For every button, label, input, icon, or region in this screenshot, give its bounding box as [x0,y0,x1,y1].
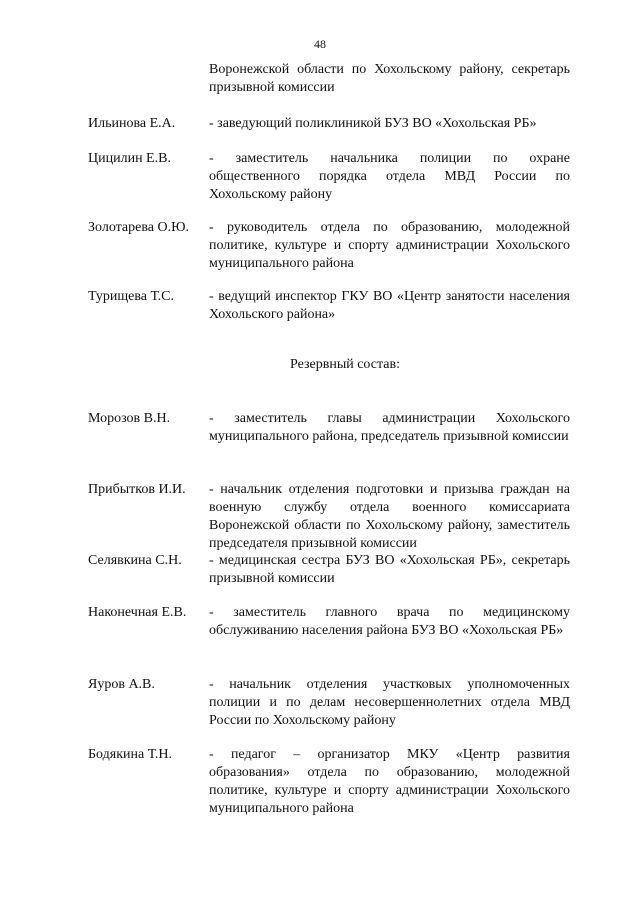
continuation-text: Воронежской области по Хохольскому району, секретарь призывной комиссии [209,62,570,95]
member-role: - начальник отделения подготовки и призыва граждан на военную службу отдела военного комиссариата Воронежской области по Хохольскому району, заместитель председателя призывной комиссии [209,482,570,551]
page-number: 48 [314,37,326,51]
member-name: Яуров А.В. [88,677,155,692]
member-role: - медицинская сестра БУЗ ВО «Хохольская РБ», секретарь призывной комиссии [209,553,570,586]
member-role: - педагог – организатор МКУ «Центр развития образования» отдела по образованию, молодежной политике, культуре и спорту администрации Хохольского муниципального района [209,747,570,816]
member-name: Ильинова Е.А. [88,116,176,131]
member-name: Турищева Т.С. [88,289,174,304]
member-name: Прибытков И.И. [88,482,186,497]
member-name: Наконечная Е.В. [88,605,187,620]
member-name: Бодякина Т.Н. [88,747,172,762]
member-role: - заведующий поликлиникой БУЗ ВО «Хохольская РБ» [209,116,537,131]
member-role: - ведущий инспектор ГКУ ВО «Центр занятости населения Хохольского района» [209,289,570,322]
reserve-heading: Резервный состав: [289,357,400,372]
member-name: Морозов В.Н. [88,411,171,426]
member-role: - руководитель отдела по образованию, молодежной политике, культуре и спорту администрации Хохольского муниципального района [209,220,570,271]
member-name: Селявкина С.Н. [88,553,182,568]
member-role: - заместитель главного врача по медицинскому обслуживанию населения района БУЗ ВО «Хохольская РБ» [209,605,570,638]
member-name: Цицилин Е.В. [88,151,171,166]
member-role: - заместитель главы администрации Хохольского муниципального района, председатель призывной комиссии [209,411,570,444]
member-name: Золотарева О.Ю. [88,220,189,235]
member-role: - заместитель начальника полиции по охране общественного порядка отдела МВД России по Хохольскому району [209,151,570,202]
member-role: - начальник отделения участковых уполномоченных полиции и по делам несовершеннолетних отдела МВД России по Хохольскому району [209,677,570,728]
